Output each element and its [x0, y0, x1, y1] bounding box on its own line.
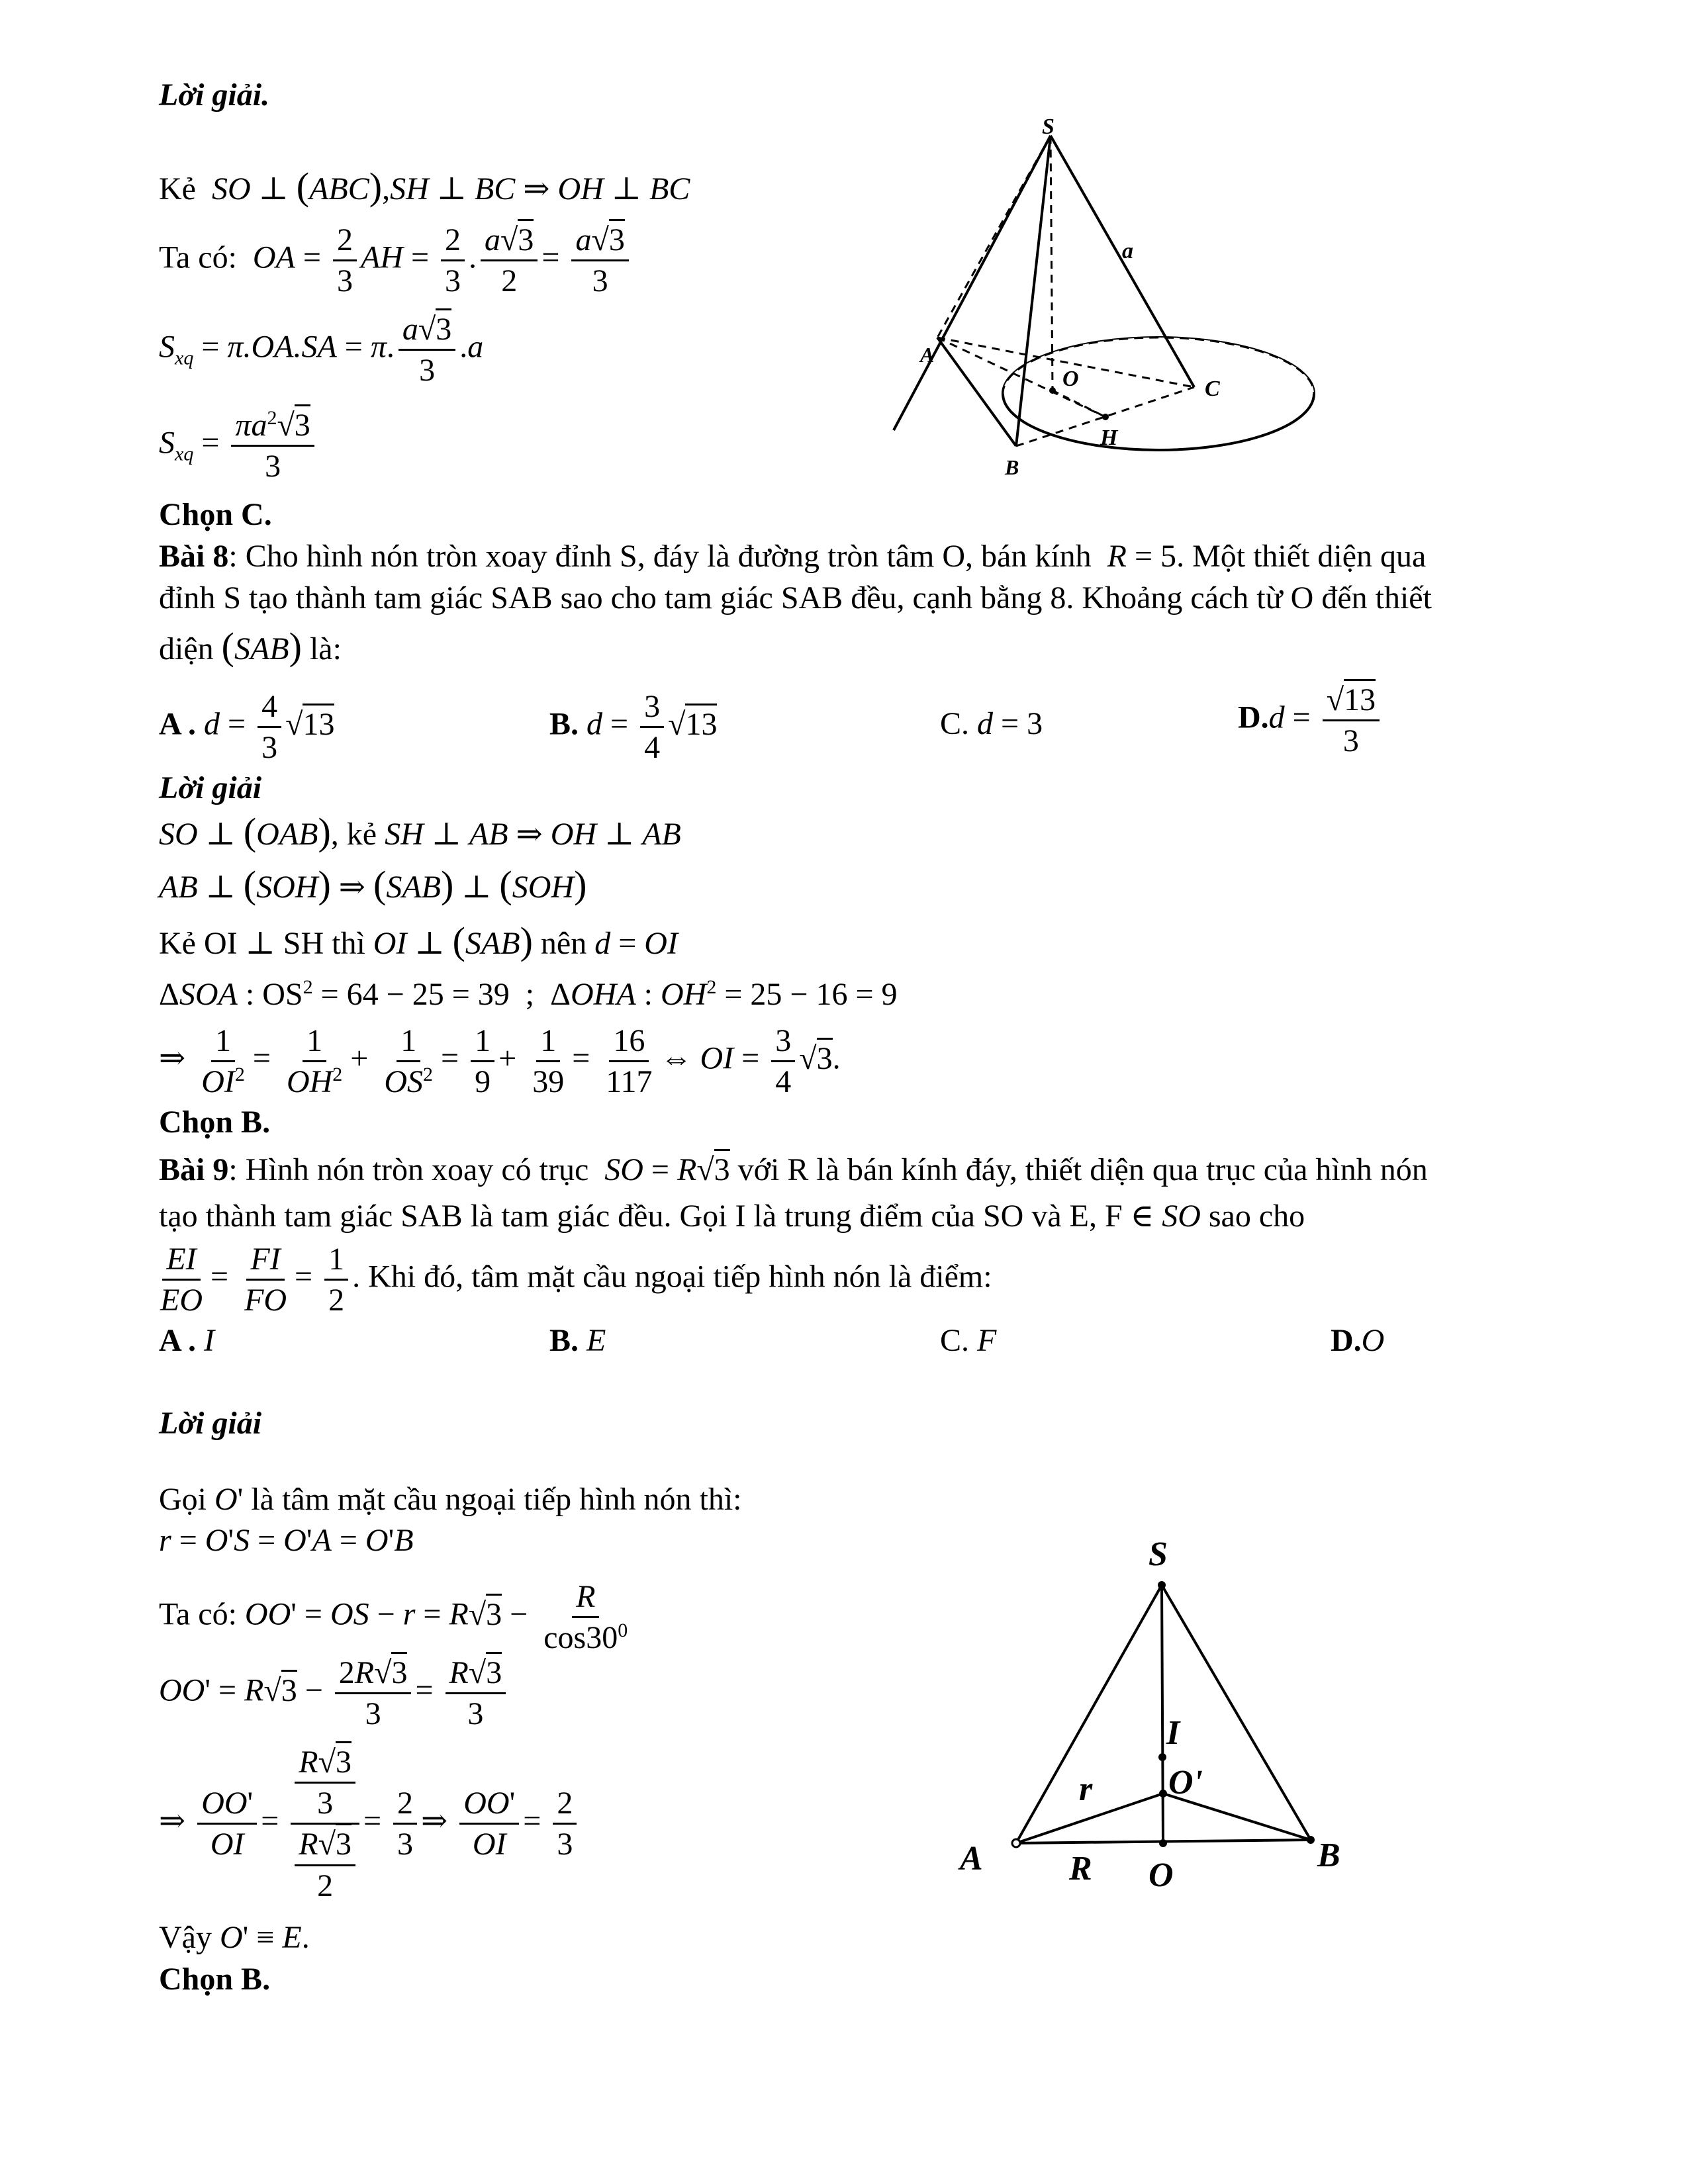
- bai8-option-b[interactable]: B. d = $\frac{3}{4}$ √ 13: [549, 688, 717, 766]
- bai8-option-c[interactable]: C. d = 3: [940, 706, 1043, 741]
- segment-oh: [1053, 390, 1105, 417]
- label-a: A: [960, 1840, 983, 1878]
- label-r-big: R: [1069, 1850, 1092, 1888]
- bai8-line-1: Bài 8: Cho hình nón tròn xoay đỉnh S, đáy là đường tròn tâm O, bán kính R = 5. Một thiết diện qua: [159, 539, 1427, 574]
- solution-line-1: Kẻ SO ⊥ (ABC),SH ⊥ BC ⇒ OH ⊥ BC: [159, 165, 690, 208]
- label-o: O: [1149, 1856, 1174, 1894]
- bai9-line-1: Bài 9: Hình nón tròn xoay có trục SO = R√ 3 với R là bán kính đáy, thiết diện qua trục của hình nón: [159, 1153, 1428, 1188]
- label-h: H: [1100, 426, 1118, 450]
- bai8-option-d[interactable]: D.d = √ $\frac{13}{3}$: [1238, 682, 1383, 759]
- point-a: [1012, 1839, 1020, 1847]
- bai9-option-c[interactable]: C. F: [940, 1323, 997, 1358]
- bai9-solution-line-4: OO' = R√ 3 − $\frac{2R√ 3}{3}$ = $\frac{R√ 3}{3}$: [159, 1655, 510, 1732]
- bai9-solution-heading: Lời giải: [159, 1406, 262, 1441]
- bai8-solution-line-5: ⇒ $\frac{1}{OI^2}$ = $\frac{1}{OH^2}$ + $\frac{1}{OS^2}$ = $\frac{1}{9}$ + $\frac{1}{39}$ = $\frac{16}{117}$ ⇔ OI = $\frac{3}{4}$ √ 3.: [159, 1023, 841, 1100]
- bai8-line-2: đỉnh S tạo thành tam giác SAB sao cho tam giác SAB đều, cạnh bằng 8. Khoảng cách từ O đến thiết: [159, 580, 1432, 615]
- bai9-solution-line-5: ⇒ $\frac{OO'}{OI}$ = $\frac{\frac{R√ 3}{3}}{\frac{R√ 3}{2}}$ = $\frac{2}{3}$ ⇒ $\frac{OO'}{OI}$ = $\frac{2}{3}$: [159, 1744, 581, 1904]
- label-r-small: r: [1079, 1770, 1093, 1808]
- bai9-label: Bài 9: [159, 1152, 229, 1187]
- bai8-choose-answer: Chọn B.: [159, 1105, 271, 1140]
- bai9-line-2: tạo thành tam giác SAB là tam giác đều. Gọi I là trung điểm của SO và E, F ∈ SO sao cho: [159, 1199, 1305, 1234]
- cone-figure: [874, 114, 1244, 490]
- label-b: B: [1317, 1837, 1340, 1874]
- bai8-solution-line-4: ΔSOA : $OS^2 = 64 - 25 = 39$ ; ΔOHA : $OH^2 = 25 - 16 = 9$: [159, 976, 898, 1012]
- bai9-choose-answer: Chọn B.: [159, 1962, 271, 1997]
- bai9-solution-line-3: Ta có: OO' = OS − r = R√ 3 − $\frac{R}{\cos 30^0}$: [159, 1578, 635, 1656]
- bai9-option-a[interactable]: A . I: [159, 1323, 214, 1358]
- bai9-solution-line-2: r = O'S = O'A = O'B: [159, 1523, 414, 1558]
- label-c: C: [1205, 377, 1220, 401]
- point-o: [1159, 1839, 1167, 1847]
- point-b: [1307, 1836, 1315, 1844]
- point-s: [1158, 1581, 1166, 1589]
- bai8-solution-heading: Lời giải: [159, 770, 262, 805]
- label-o: O: [1062, 367, 1079, 391]
- label-o-prime: O': [1168, 1764, 1203, 1801]
- label-i: I: [1166, 1714, 1180, 1752]
- cone-edge-sb: [1016, 136, 1051, 446]
- solution-line-4: $S_{xq}$ = $\frac{\pi a^2√ 3}{3}$: [159, 407, 318, 484]
- bai8-solution-line-1: SO ⊥ (OAB), kẻ SH ⊥ AB ⇒ OH ⊥ AB: [159, 810, 681, 853]
- triangle-axis-so: [1162, 1585, 1163, 1843]
- bai9-option-d[interactable]: D.O: [1331, 1323, 1385, 1358]
- bai8-line-3: diện (SAB) là:: [159, 625, 342, 668]
- triangle-figure: [953, 1522, 1377, 1906]
- solution-heading-1: Lời giải.: [159, 77, 270, 113]
- triangle-side-sb: [1162, 1585, 1311, 1840]
- bai9-solution-line-1: Gọi O' là tâm mặt cầu ngoại tiếp hình nón thì:: [159, 1482, 742, 1517]
- point-i: [1158, 1753, 1166, 1761]
- bai9-solution-line-6: Vậy O' ≡ E.: [159, 1920, 310, 1955]
- choose-answer-1: Chọn C.: [159, 497, 272, 532]
- label-a: A: [920, 343, 935, 367]
- line-prefix: Ta có:: [159, 240, 237, 275]
- point-o-prime: [1159, 1790, 1167, 1797]
- bai8-solution-line-2: AB ⊥ (SOH) ⇒ (SAB) ⊥ (SOH): [159, 863, 587, 906]
- solution-line-3: $S_{xq} = \pi.OA.SA = \pi$. $\frac{a√ 3}{3}$ .a: [159, 311, 483, 388]
- line-prefix: Kẻ: [159, 171, 196, 206]
- bai8-solution-line-3: Kẻ OI ⊥ SH thì OI ⊥ (SAB) nên d = OI: [159, 919, 678, 962]
- bai9-option-b[interactable]: B. E: [549, 1323, 606, 1358]
- bai9-line-3: $\frac{EI}{EO}$ = $\frac{FI}{FO}$ = $\frac{1}{2}$ . Khi đó, tâm mặt cầu ngoại tiếp hình nón là điểm:: [160, 1242, 992, 1318]
- bai8-option-a[interactable]: A . d = $\frac{4}{3}$ √ 13: [159, 688, 334, 766]
- point-o: [1049, 387, 1056, 394]
- label-s: S: [1149, 1535, 1168, 1573]
- label-s: S: [1042, 114, 1055, 139]
- label-b: B: [1005, 455, 1019, 479]
- bai8-label: Bài 8: [159, 539, 229, 574]
- solution-line-2: Ta có: OA = $\frac{2}{3}$ AH = $\frac{2}{3}$ . $\frac{a√ 3}{2}$ = $\frac{a√ 3}{3}$: [159, 222, 633, 299]
- label-a-side: a: [1122, 239, 1133, 263]
- point-h: [1102, 414, 1109, 420]
- cone-edge-sa: [937, 136, 1051, 338]
